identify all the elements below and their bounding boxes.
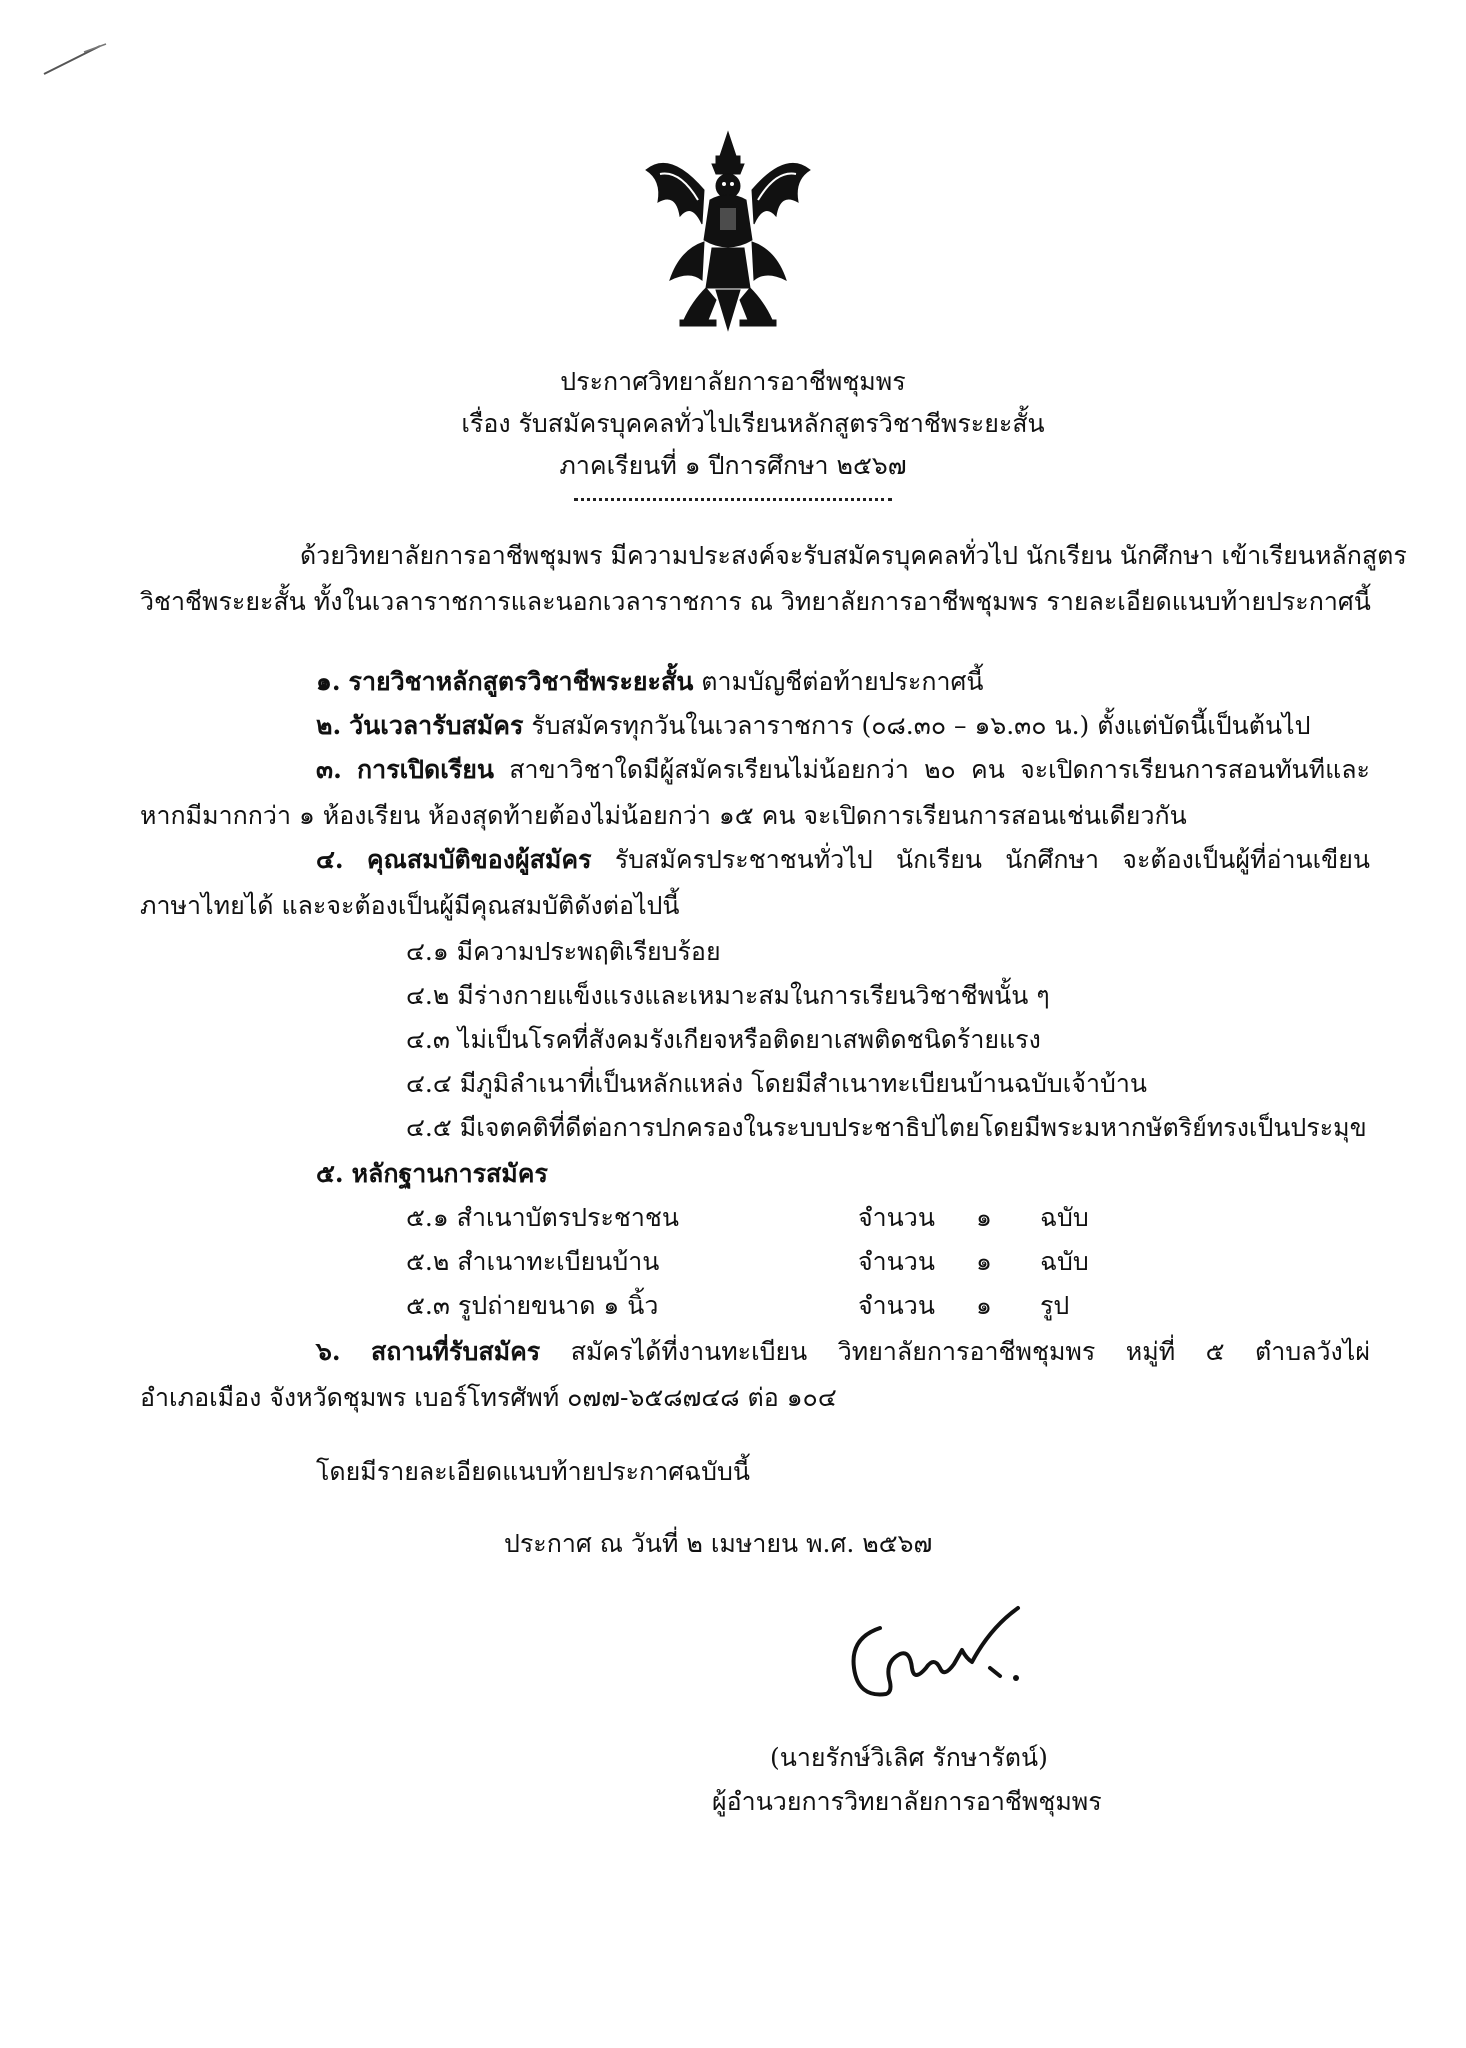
handwritten-signature <box>840 1598 1040 1708</box>
document-quantity: ๑ <box>976 1291 992 1320</box>
document-label: จำนวน <box>858 1291 935 1320</box>
document-quantity: ๑ <box>976 1203 992 1232</box>
academic-term: ภาคเรียนที่ ๑ ปีการศึกษา ๒๕๖๗ <box>559 451 907 480</box>
document-unit: ฉบับ <box>1040 1203 1089 1232</box>
document-unit: ฉบับ <box>1040 1247 1089 1276</box>
item-2-heading: วันเวลารับสมัคร <box>349 711 524 740</box>
document-name: ๕.๑ สำเนาบัตรประชาชน <box>406 1203 679 1232</box>
intro-line-1: ด้วยวิทยาลัยการอาชีพชุมพร มีความประสงค์จะรับสมัครบุคคลทั่วไป นักเรียน นักศึกษา เข้าเรียนหลักสูตร <box>300 541 1407 570</box>
qualification-4-3: ๔.๓ ไม่เป็นโรคที่สังคมรังเกียจหรือติดยาเสพติดชนิดร้ายแรง <box>406 1025 1041 1054</box>
announcement-date: ประกาศ ณ วันที่ ๒ เมษายน พ.ศ. ๒๕๖๗ <box>504 1529 933 1558</box>
qualification-4-5: ๔.๕ มีเจตคติที่ดีต่อการปกครองในระบบประชาธิปไตยโดยมีพระมหากษัตริย์ทรงเป็นประมุข <box>406 1113 1367 1142</box>
signer-name: (นายรักษ์วิเลิศ รักษารัตน์) <box>770 1743 1048 1772</box>
item-2 <box>316 706 1310 746</box>
closing-note: โดยมีรายละเอียดแนบท้ายประกาศฉบับนี้ <box>316 1457 750 1486</box>
item-3-heading: การเปิดเรียน <box>357 755 494 784</box>
document-unit: รูป <box>1040 1291 1070 1320</box>
item-4 <box>316 840 1370 880</box>
announcement-title: ประกาศวิทยาลัยการอาชีพชุมพร <box>560 367 906 396</box>
announcement-subject: เรื่อง รับสมัครบุคคลทั่วไปเรียนหลักสูตรวิชาชีพระยะสั้น <box>461 409 1045 438</box>
item-6-text: สมัครได้ที่งานทะเบียน วิทยาลัยการอาชีพชุมพร หมู่ที่ ๕ ตำบลวังไผ่ <box>570 1337 1370 1366</box>
signer-position: ผู้อำนวยการวิทยาลัยการอาชีพชุมพร <box>712 1787 1102 1816</box>
item-6-number: ๖. <box>316 1337 341 1366</box>
item-5 <box>316 1154 548 1194</box>
item-1-number: ๑. <box>316 667 341 696</box>
item-3-continued: หากมีมากกว่า ๑ ห้องเรียน ห้องสุดท้ายต้องไม่น้อยกว่า ๑๕ คน จะเปิดการเรียนการสอนเช่นเดียวกัน <box>140 801 1187 830</box>
garuda-emblem-icon <box>640 130 816 340</box>
document-quantity: ๑ <box>976 1247 992 1276</box>
qualification-4-1: ๔.๑ มีความประพฤติเรียบร้อย <box>406 937 721 966</box>
intro-line-2: วิชาชีพระยะสั้น ทั้งในเวลาราชการและนอกเวลาราชการ ณ วิทยาลัยการอาชีพชุมพร รายละเอียดแนบท้ายประกาศนี้ <box>140 587 1371 616</box>
item-3-number: ๓. <box>316 755 342 784</box>
item-4-text: รับสมัครประชาชนทั่วไป นักเรียน นักศึกษา จะต้องเป็นผู้ที่อ่านเขียน <box>614 845 1370 874</box>
qualification-4-2: ๔.๒ มีร่างกายแข็งแรงและเหมาะสมในการเรียนวิชาชีพนั้น ๆ <box>406 981 1050 1010</box>
document-name: ๕.๓ รูปถ่ายขนาด ๑ นิ้ว <box>406 1291 659 1320</box>
document-name: ๕.๒ สำเนาทะเบียนบ้าน <box>406 1247 660 1276</box>
item-1-heading: รายวิชาหลักสูตรวิชาชีพระยะสั้น <box>348 667 694 696</box>
pen-stroke-mark <box>40 40 110 80</box>
item-4-number: ๔. <box>316 845 344 874</box>
document-label: จำนวน <box>858 1247 935 1276</box>
item-4-continued: ภาษาไทยได้ และจะต้องเป็นผู้มีคุณสมบัติดังต่อไปนี้ <box>140 891 680 920</box>
item-4-heading: คุณสมบัติของผู้สมัคร <box>366 845 592 874</box>
qualification-4-4: ๔.๔ มีภูมิลำเนาที่เป็นหลักแหล่ง โดยมีสำเนาทะเบียนบ้านฉบับเจ้าบ้าน <box>406 1069 1148 1098</box>
item-2-number: ๒. <box>316 711 342 740</box>
item-6-heading: สถานที่รับสมัคร <box>371 1337 541 1366</box>
document-label: จำนวน <box>858 1203 935 1232</box>
item-1 <box>316 662 983 702</box>
dotted-divider <box>574 498 892 501</box>
item-6 <box>316 1332 1370 1372</box>
item-5-heading: หลักฐานการสมัคร <box>351 1159 548 1188</box>
item-2-text: รับสมัครทุกวันในเวลาราชการ (๐๘.๓๐ – ๑๖.๓๐ น.) ตั้งแต่บัดนี้เป็นต้นไป <box>531 711 1311 740</box>
item-3 <box>316 750 1370 790</box>
item-1-text: ตามบัญชีต่อท้ายประกาศนี้ <box>701 667 984 696</box>
item-3-text: สาขาวิชาใดมีผู้สมัครเรียนไม่น้อยกว่า ๒๐ คน จะเปิดการเรียนการสอนทันทีและ <box>509 755 1370 784</box>
item-5-number: ๕. <box>316 1159 344 1188</box>
item-6-continued: อำเภอเมือง จังหวัดชุมพร เบอร์โทรศัพท์ ๐๗๗-๖๕๘๗๔๘ ต่อ ๑๐๔ <box>140 1383 837 1412</box>
